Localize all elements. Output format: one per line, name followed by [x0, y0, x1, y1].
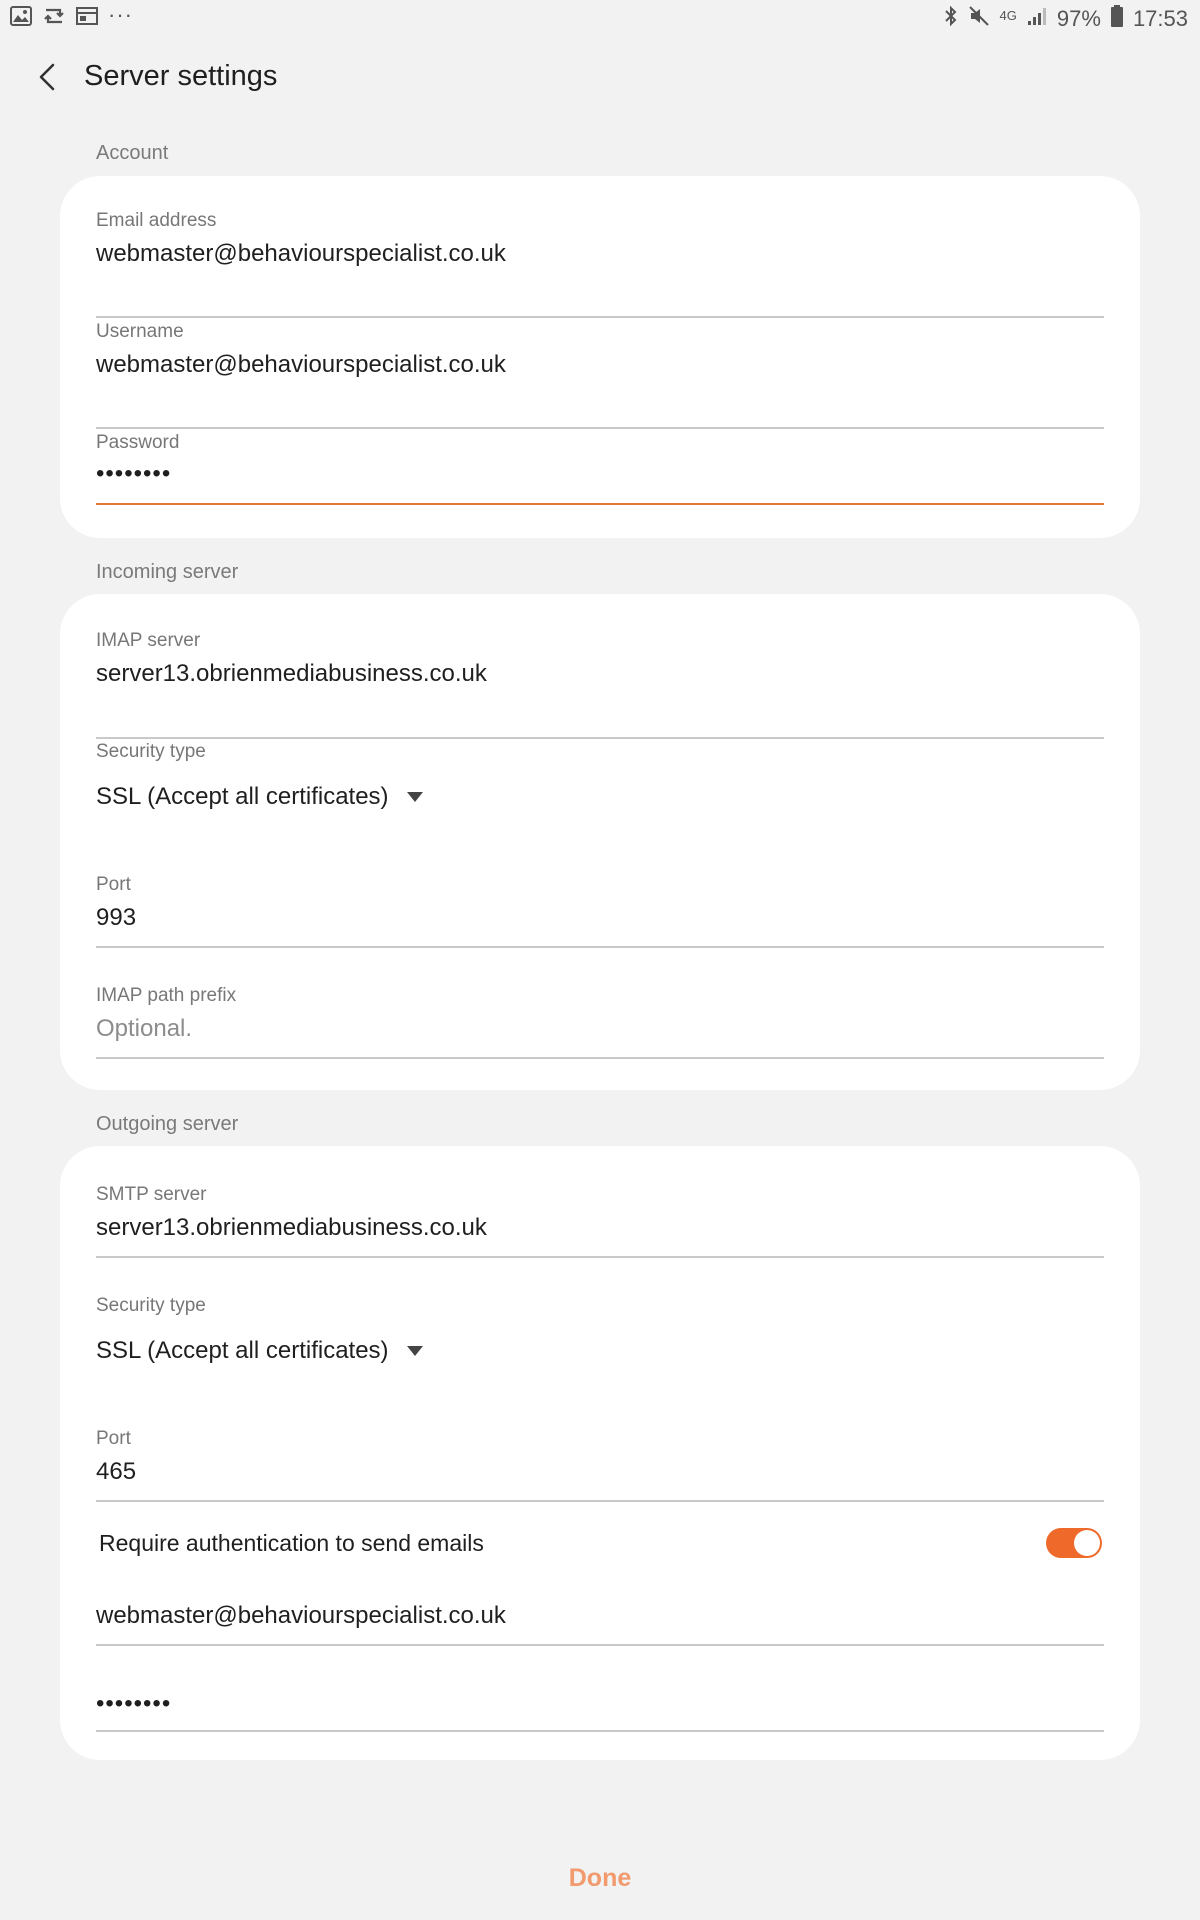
- chevron-left-icon: [37, 62, 57, 97]
- status-bar-left: [10, 1, 133, 31]
- account-section-title: Account: [96, 142, 169, 164]
- account-card: [60, 176, 1140, 538]
- gallery-icon: [10, 6, 32, 31]
- dropdown-arrow-icon: [407, 792, 423, 802]
- bluetooth-icon: [944, 5, 958, 33]
- outgoing-security-select[interactable]: [96, 1337, 423, 1365]
- mute-icon: [968, 5, 990, 33]
- sync-icon: [42, 6, 66, 31]
- incoming-section-title: Incoming server: [96, 561, 239, 583]
- outgoing-port-underline: [96, 1500, 1104, 1502]
- incoming-security-select[interactable]: [96, 783, 423, 811]
- username-underline: [96, 427, 1104, 429]
- password-label: Password: [96, 432, 180, 453]
- require-auth-toggle[interactable]: [1046, 1528, 1102, 1558]
- auth-username-underline: [96, 1644, 1104, 1646]
- incoming-card: [60, 594, 1140, 1090]
- done-button[interactable]: Done: [568, 1863, 632, 1892]
- page-title: Server settings: [84, 60, 278, 92]
- auth-password-value[interactable]: ••••••••: [96, 1690, 172, 1717]
- outgoing-security-value: SSL (Accept all certificates): [96, 1337, 389, 1364]
- smtp-server-value[interactable]: server13.obrienmediabusiness.co.uk: [96, 1214, 487, 1241]
- username-field[interactable]: [96, 321, 1104, 401]
- password-value[interactable]: ••••••••: [96, 460, 172, 487]
- smtp-server-underline: [96, 1256, 1104, 1258]
- smtp-server-label: SMTP server: [96, 1184, 207, 1205]
- require-auth-label: Require authentication to send emails: [99, 1530, 484, 1556]
- email-field[interactable]: [96, 210, 1104, 290]
- window-icon: [76, 6, 98, 31]
- require-auth-row[interactable]: [96, 1518, 1104, 1568]
- password-field[interactable]: [96, 432, 1104, 512]
- auth-username-value[interactable]: webmaster@behaviourspecialist.co.uk: [96, 1602, 506, 1629]
- username-label: Username: [96, 321, 184, 342]
- email-label: Email address: [96, 210, 217, 231]
- email-value[interactable]: webmaster@behaviourspecialist.co.uk: [96, 240, 506, 267]
- more-notifications-icon: ···: [108, 1, 133, 27]
- imap-server-value[interactable]: server13.obrienmediabusiness.co.uk: [96, 660, 487, 687]
- incoming-security-value: SSL (Accept all certificates): [96, 783, 389, 810]
- imap-server-label: IMAP server: [96, 630, 201, 651]
- password-underline: [96, 503, 1104, 505]
- incoming-port-underline: [96, 946, 1104, 948]
- network-type-label: 4G: [999, 8, 1017, 23]
- app-header: [0, 48, 1200, 112]
- auth-password-underline: [96, 1730, 1104, 1732]
- username-value[interactable]: webmaster@behaviourspecialist.co.uk: [96, 351, 506, 378]
- status-bar: [0, 0, 1200, 38]
- outgoing-card: [60, 1146, 1140, 1760]
- outgoing-port-label: Port: [96, 1428, 131, 1449]
- signal-icon: [1027, 6, 1047, 32]
- outgoing-section-title: Outgoing server: [96, 1113, 239, 1135]
- imap-prefix-label: IMAP path prefix: [96, 985, 237, 1006]
- incoming-port-label: Port: [96, 874, 131, 895]
- toggle-knob: [1074, 1530, 1100, 1556]
- battery-icon: [1111, 5, 1123, 33]
- outgoing-port-value[interactable]: 465: [96, 1458, 137, 1485]
- outgoing-security-label: Security type: [96, 1295, 206, 1316]
- back-button[interactable]: [24, 56, 70, 102]
- email-underline: [96, 316, 1104, 318]
- dropdown-arrow-icon: [407, 1346, 423, 1356]
- imap-prefix-placeholder[interactable]: Optional.: [96, 1015, 193, 1042]
- clock: 17:53: [1132, 6, 1188, 31]
- status-bar-right: [944, 5, 1188, 33]
- battery-percent: 97%: [1056, 6, 1101, 31]
- incoming-port-value[interactable]: 993: [96, 904, 137, 931]
- imap-prefix-underline: [96, 1057, 1104, 1059]
- incoming-security-label: Security type: [96, 741, 206, 762]
- imap-server-underline: [96, 737, 1104, 739]
